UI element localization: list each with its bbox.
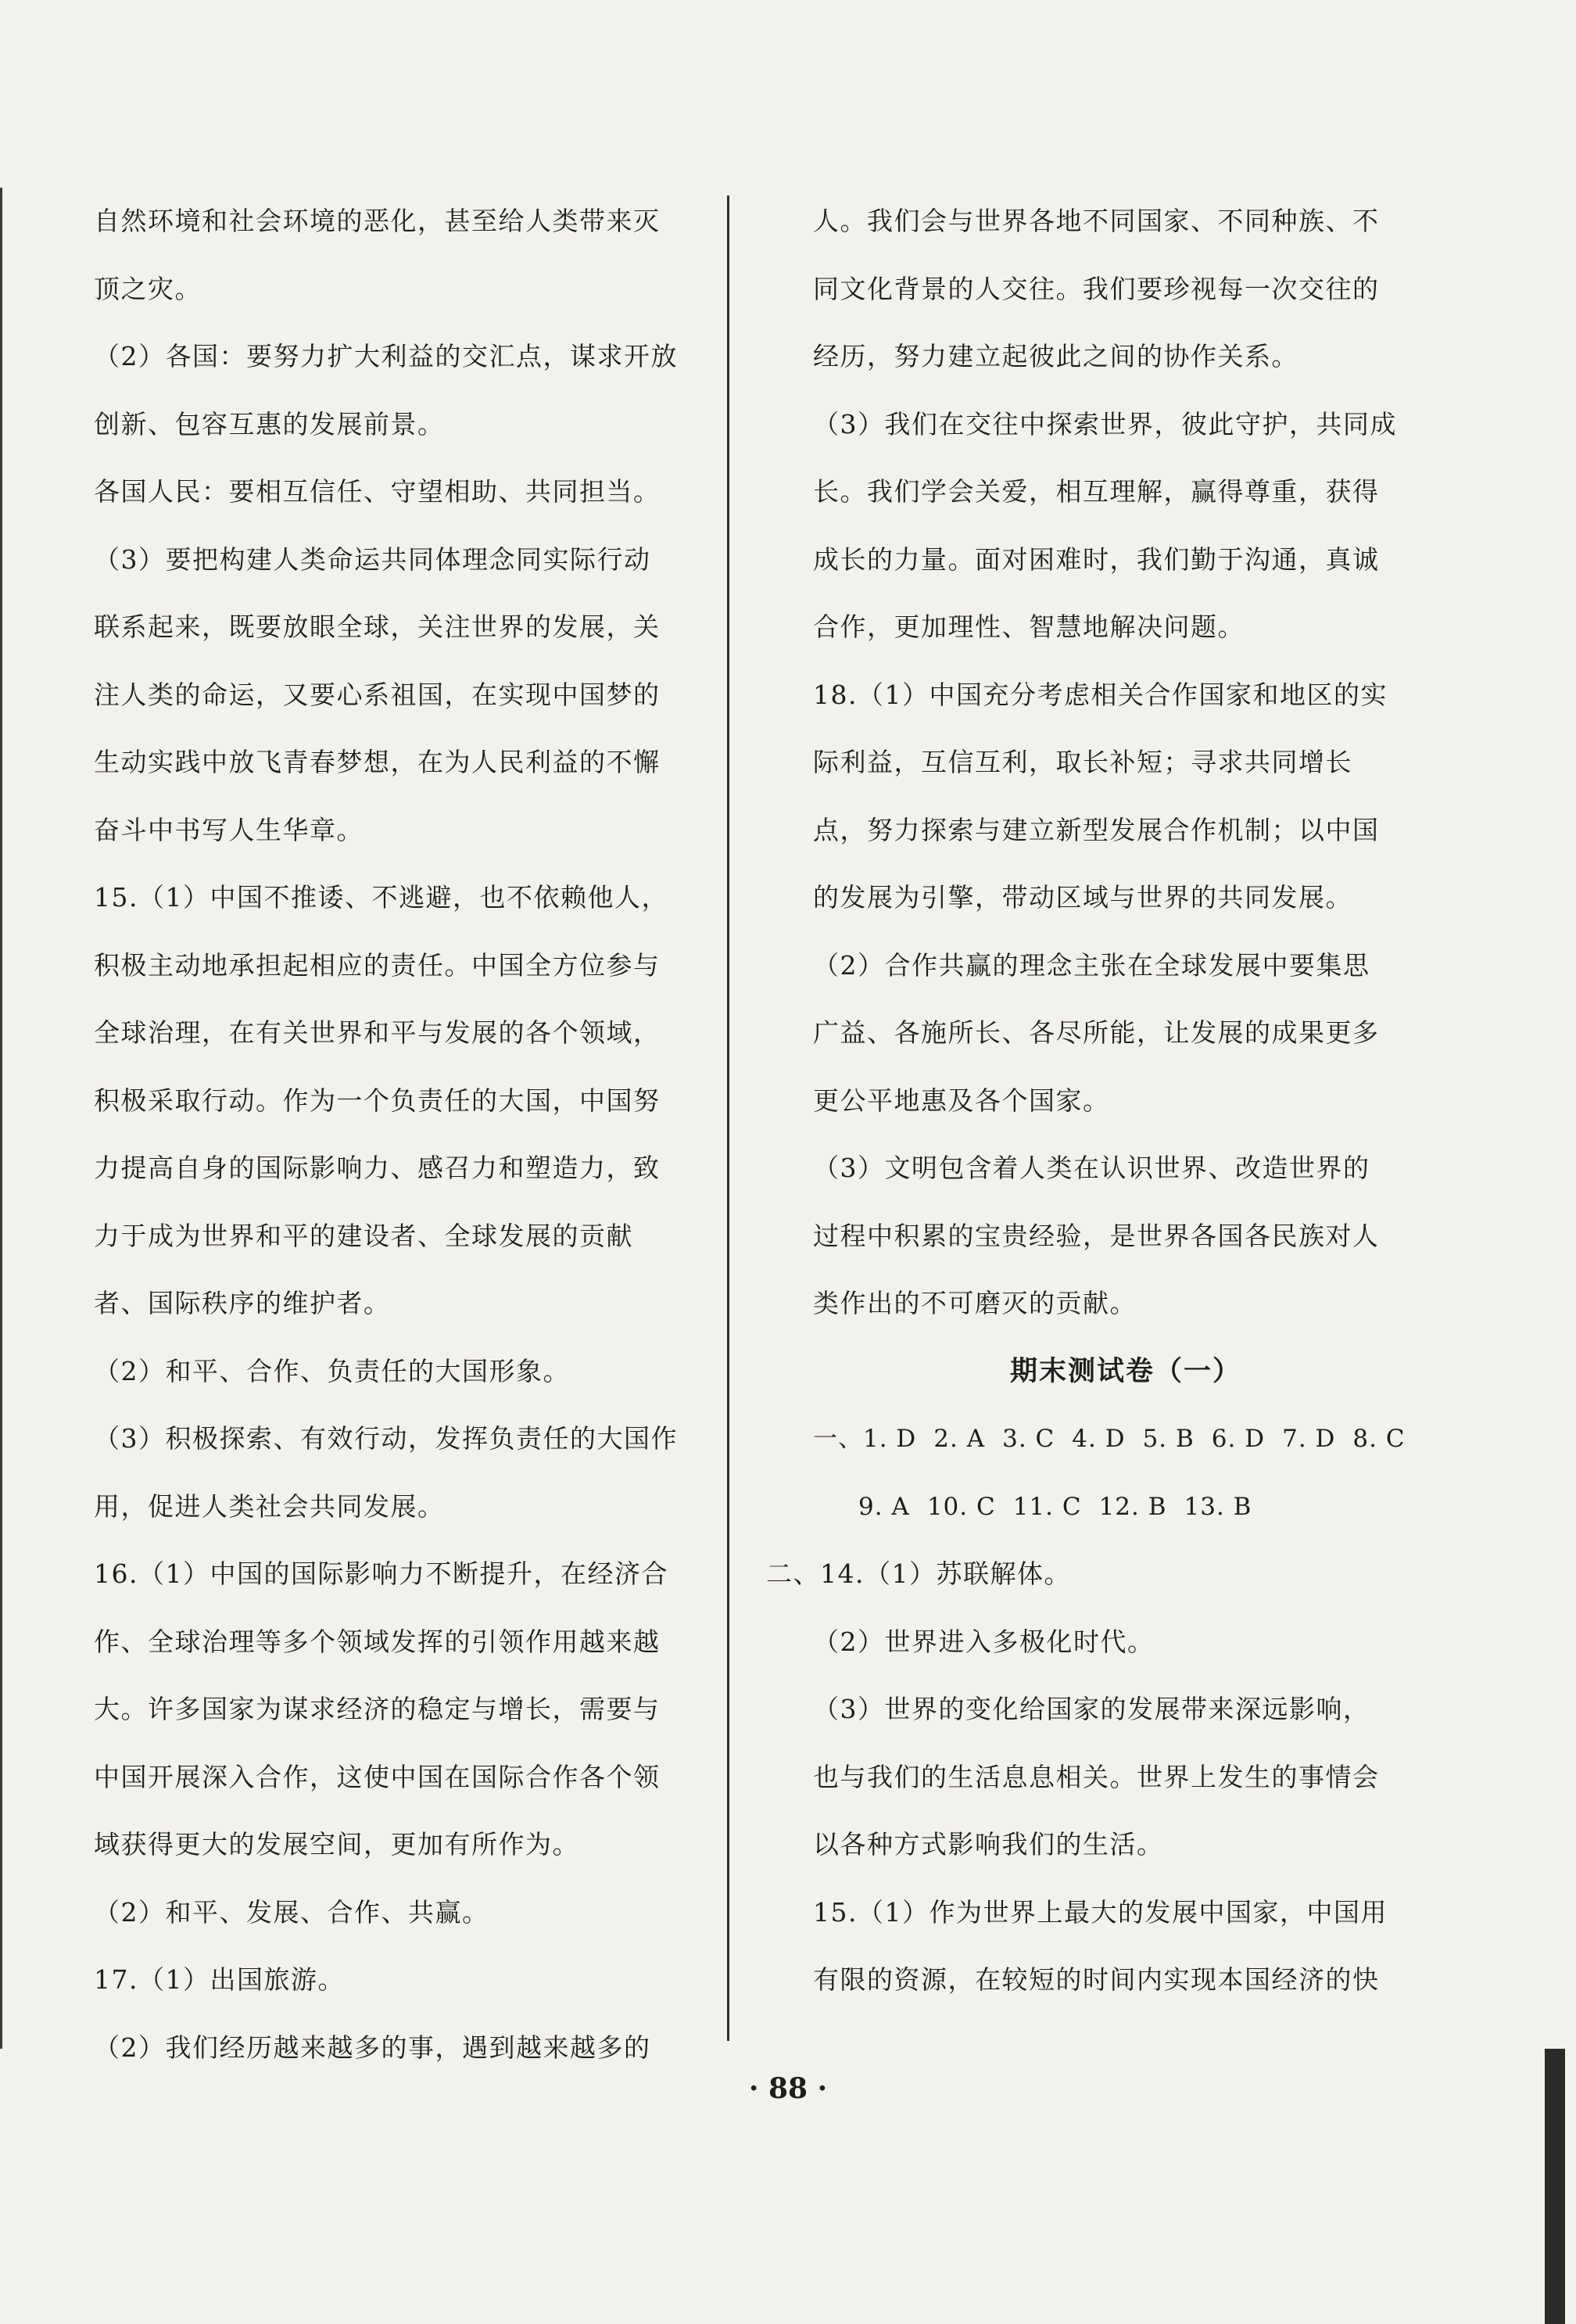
text-line: 生动实践中放飞青春梦想，在为人民利益的不懈 [94, 747, 661, 777]
scan-edge-left [0, 188, 2, 2049]
text-line: 同文化背景的人交往。我们要珍视每一次交往的 [813, 273, 1380, 304]
text-line: 二、14.（1）苏联解体。 [766, 1558, 1071, 1589]
column-divider [727, 195, 729, 2041]
answer-item: 4. D [1072, 1425, 1126, 1453]
answer-item: 3. C [1002, 1425, 1055, 1453]
text-line: 顶之灾。 [94, 273, 202, 304]
text-line: 奋斗中书写人生华章。 [94, 814, 364, 845]
text-line: 类作出的不可磨灭的贡献。 [813, 1288, 1137, 1318]
text-line: （3）文明包含着人类在认识世界、改造世界的 [813, 1153, 1370, 1183]
text-line: 18.（1）中国充分考虑相关合作国家和地区的实 [813, 679, 1388, 710]
text-line: 中国开展深入合作，这使中国在国际合作各个领 [94, 1761, 661, 1792]
text-line: 者、国际秩序的维护者。 [94, 1288, 391, 1318]
text-line: 创新、包容互惠的发展前景。 [94, 408, 445, 439]
text-line: 注人类的命运，又要心系祖国，在实现中国梦的 [94, 679, 661, 710]
answer-item: 8. C [1352, 1425, 1406, 1453]
text-line: 各国人民：要相互信任、守望相助、共同担当。 [94, 476, 661, 507]
text-line: 大。许多国家为谋求经济的稳定与增长，需要与 [94, 1694, 661, 1724]
answer-item: 一、1. D [813, 1425, 917, 1453]
text-line: 长。我们学会关爱，相互理解，赢得尊重，获得 [813, 476, 1380, 507]
answer-key-row-1 [813, 1405, 1438, 1473]
text-line: 自然环境和社会环境的恶化，甚至给人类带来灭 [94, 206, 661, 236]
text-line: 成长的力量。面对困难时，我们勤于沟通，真诚 [813, 543, 1380, 575]
text-line: 经历，努力建立起彼此之间的协作关系。 [813, 341, 1298, 371]
text-line: 的发展为引擎，带动区域与世界的共同发展。 [813, 882, 1352, 913]
text-line: 用，促进人类社会共同发展。 [94, 1490, 445, 1522]
text-line: 合作，更加理性、智慧地解决问题。 [813, 611, 1245, 642]
text-line: 作、全球治理等多个领域发挥的引领作用越来越 [94, 1626, 661, 1657]
answer-item: 5. B [1142, 1425, 1195, 1453]
answer-item: 12. B [1098, 1492, 1167, 1521]
answer-item: 11. C [1012, 1492, 1082, 1521]
text-line: 积极采取行动。作为一个负责任的大国，中国努 [94, 1085, 661, 1116]
text-line: 17.（1）出国旅游。 [94, 1964, 345, 1995]
answer-item: 2. A [933, 1425, 986, 1453]
text-line: （2）各国：要努力扩大利益的交汇点，谋求开放 [94, 341, 678, 371]
text-line: 力于成为世界和平的建设者、全球发展的贡献 [94, 1220, 633, 1251]
page-number: · 88 · [748, 2072, 828, 2105]
answer-item: 6. D [1211, 1425, 1266, 1453]
text-line: 点，努力探索与建立新型发展合作机制；以中国 [813, 814, 1380, 845]
text-line: （3）要把构建人类命运共同体理念同实际行动 [94, 543, 651, 575]
text-line: 过程中积累的宝贵经验，是世界各国各民族对人 [813, 1220, 1380, 1251]
text-line: 广益、各施所长、各尽所能，让发展的成果更多 [813, 1017, 1380, 1048]
answer-item: 9. A [858, 1492, 910, 1521]
text-line: 力提高自身的国际影响力、感召力和塑造力，致 [94, 1153, 661, 1183]
text-line: （3）我们在交往中探索世界，彼此守护，共同成 [813, 408, 1397, 439]
text-line: （2）我们经历越来越多的事，遇到越来越多的 [94, 2032, 651, 2063]
text-line: 积极主动地承担起相应的责任。中国全方位参与 [94, 949, 661, 981]
answer-key-row-2 [813, 1473, 1438, 1541]
text-line: 有限的资源，在较短的时间内实现本国经济的快 [813, 1964, 1380, 1995]
text-line: （2）合作共赢的理念主张在全球发展中要集思 [813, 949, 1370, 981]
text-line: （2）世界进入多极化时代。 [813, 1626, 1155, 1657]
text-line: 15.（1）作为世界上最大的发展中国家，中国用 [813, 1896, 1388, 1928]
text-line: 际利益，互信互利，取长补短；寻求共同增长 [813, 747, 1352, 777]
answer-item: 7. D [1282, 1425, 1336, 1453]
text-line: 更公平地惠及各个国家。 [813, 1085, 1110, 1116]
answer-item: 13. B [1184, 1492, 1252, 1521]
text-line: 域获得更大的发展空间，更加有所作为。 [94, 1829, 579, 1860]
text-line: （3）积极探索、有效行动，发挥负责任的大国作 [94, 1423, 678, 1454]
text-line: （2）和平、合作、负责任的大国形象。 [94, 1355, 570, 1386]
text-line: 人。我们会与世界各地不同国家、不同种族、不 [813, 206, 1380, 236]
text-line: 联系起来，既要放眼全球，关注世界的发展，关 [94, 611, 661, 642]
text-line: （3）世界的变化给国家的发展带来深远影响， [813, 1694, 1370, 1724]
text-line: 全球治理，在有关世界和平与发展的各个领域， [94, 1017, 661, 1048]
text-line: （2）和平、发展、合作、共赢。 [94, 1896, 489, 1928]
answer-item: 10. C [926, 1492, 996, 1521]
text-line: 16.（1）中国的国际影响力不断提升，在经济合 [94, 1558, 668, 1589]
text-line: 15.（1）中国不推诿、不逃避，也不依赖他人， [94, 882, 668, 913]
right-column [766, 188, 1438, 2014]
text-line: 也与我们的生活息息相关。世界上发生的事情会 [813, 1761, 1380, 1792]
left-column [94, 188, 704, 2082]
text-line: 以各种方式影响我们的生活。 [813, 1829, 1164, 1860]
section-title: 期末测试卷（一） [1009, 1355, 1241, 1387]
